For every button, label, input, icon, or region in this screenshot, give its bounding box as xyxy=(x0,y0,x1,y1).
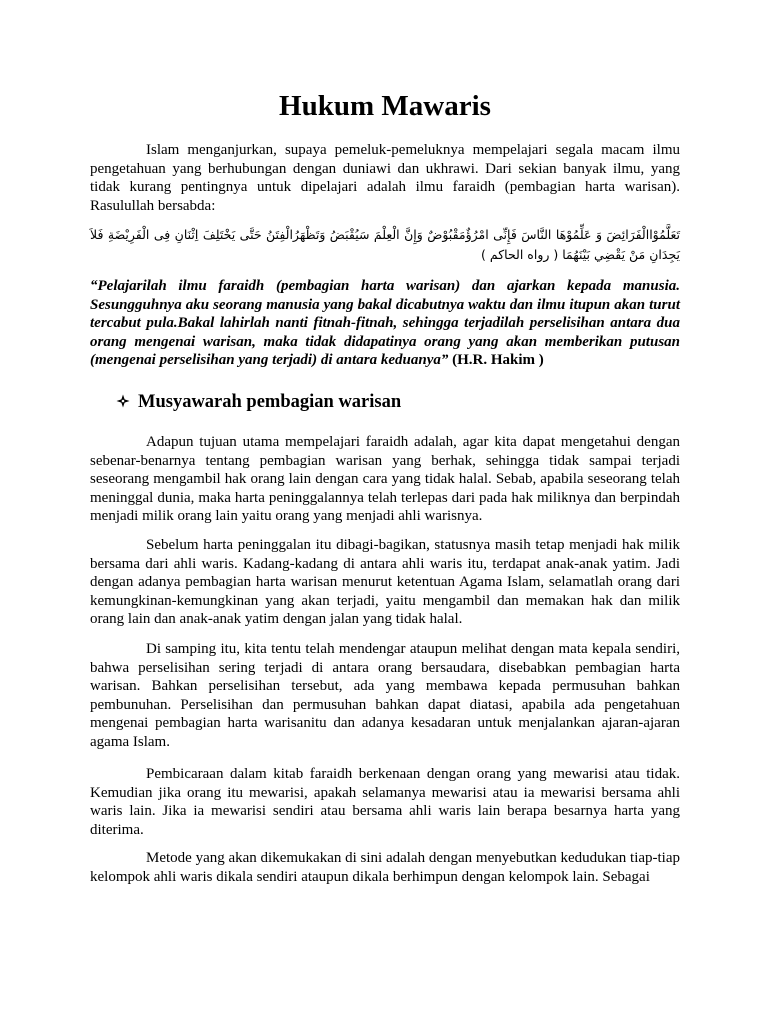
document-page xyxy=(90,0,680,1024)
body-paragraph-5: Metode yang akan dikemukakan di sini adalah dengan menyebutkan kedudukan tiap-tiap kelompok ahli waris dikala sendiri ataupun dikala berhimpun dengan kelompok lain. Sebagai xyxy=(90,850,681,885)
hadith-translation-text: “Pelajarilah ilmu faraidh (pembagian harta warisan) dan ajarkan kepada manusia. Sesungguhnya aku seorang manusia yang bakal dicabutnya waktu dan ilmu itupun akan turut tercabut pula.Bakal lahirlah nanti fitnah-fitnah, sehingga terjadilah perselisihan antara dua orang mengenai warisan, maka tidak didapatinya orang yang akan memberikan putusan (mengenai perselisihan yang terjadi) di antara keduanya” xyxy=(90,278,680,369)
section-heading-text: Musyawarah pembagian warisan xyxy=(138,392,402,412)
diamond-bullet-icon xyxy=(116,394,130,408)
hadith-translation xyxy=(90,277,680,370)
document-title: Hukum Mawaris xyxy=(279,90,491,122)
body-paragraph-4: Pembicaraan dalam kitab faraidh berkenaan dengan orang yang mewarisi atau tidak. Kemudian jika orang itu mewarisi, apakah selamanya mewarisi atau ia mewarisi bersama ahli waris lain. Jika ia mewarisi sendiri atau bersama ahli waris lain berapa besarnya harta yang diterima. xyxy=(90,766,680,838)
body-paragraph-2: Sebelum harta peninggalan itu dibagi-bagikan, statusnya masih tetap menjadi hak milik bersama dari ahli waris. Kadang-kadang di antara ahli waris itu, terdapat anak-anak yatim. Jadi dengan adanya pembagian harta warisan menurut ketentuan Agama Islam, selamatlah orang dari kemungkinan-kemungkinan yang akan terjadi, yaitu mengambil dan memakan hak dan milik orang lain dan anak-anak yatim dengan jalan yang tidak halal. xyxy=(90,537,680,628)
hadith-source: (H.R. Hakim ) xyxy=(452,352,544,369)
intro-paragraph: Islam menganjurkan, supaya pemeluk-pemeluknya mempelajari segala macam ilmu pengetahuan yang berhubungan dengan duniawi dan ukhrawi. Dari sekian banyak ilmu, yang tidak kurang pentingnya untuk dipelajari adalah ilmu faraidh (pembagian harta warisan). Rasulullah bersabda: xyxy=(90,142,680,214)
hadith-arabic-text: تَعَلَّمُوْاالْفَرَائِضَ وَ عَلِّمُوْهَا النَّاسَ فَإِنِّى امْرُؤٌمَقْبُوْضٌ وَإِنَّ الْعِلْمَ سَيُقْبَضُ وَتَظْهَرُالْفِتَنُ حَتَّى يَخْتَلِفَ اِثْنَانِ فِى الْفَرِيْضَةِ فَلاَ يَجِدَانِ مَنْ يَقْضِي بَيْنَهُمَا ( رواه الحاكم ) xyxy=(90,227,680,262)
section-heading xyxy=(116,390,401,414)
body-paragraph-1: Adapun tujuan utama mempelajari faraidh adalah, agar kita dapat mengetahui dengan sebenar-benarnya tentang pembagian warisan yang berhak, sehingga tidak sampai terjadi seseorang mengambil hak orang lain dengan cara yang tidak halal. Sebab, apabila seseorang telah meninggal dunia, maka harta peninggalannya telah terlepas dari pada hak miliknya dan berpindah menjadi milik orang lain yaitu orang yang menjadi ahli warisnya. xyxy=(90,434,680,525)
body-paragraph-3: Di samping itu, kita tentu telah mendengar ataupun melihat dengan mata kepala sendiri, bahwa perselisihan sering terjadi di antara orang bersaudara, disebabkan pembagian harta warisan. Bahkan perselisihan tersebut, ada yang membawa kepada permusuhan bahkan pembunuhan. Perselisihan dan permusuhan bahkan dapat diatasi, apabila ada pengetahuan mengenai pembagian harta warisanitu dan adanya kesadaran untuk menjalankan ajaran-ajaran agama Islam. xyxy=(90,641,680,750)
